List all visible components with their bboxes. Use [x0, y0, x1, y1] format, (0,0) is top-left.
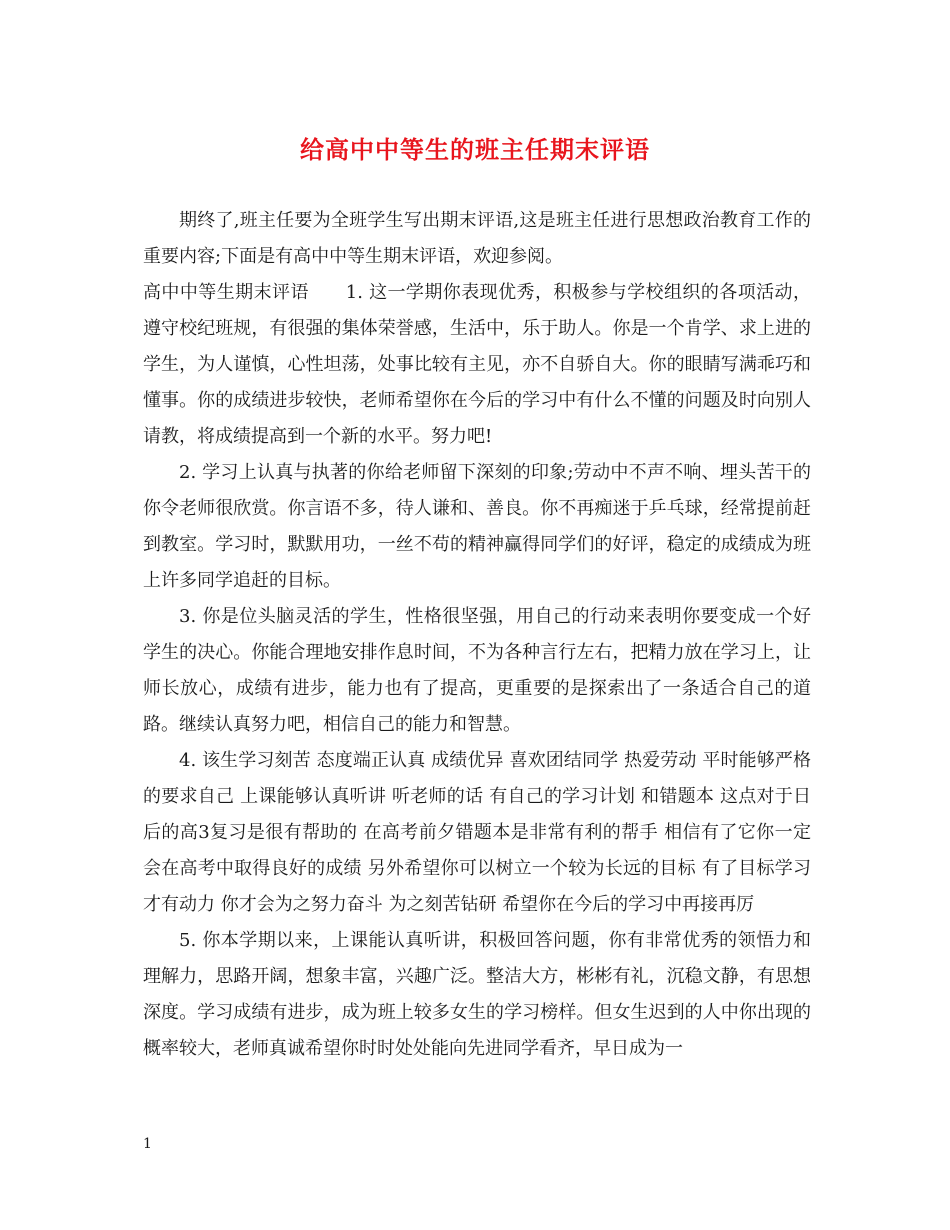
comment-paragraph-5: 5. 你本学期以来，上课能认真听讲，积极回答问题，你有非常优秀的领悟力和理解力，思路开阔，想象丰富，兴趣广泛。整洁大方，彬彬有礼，沉稳文静，有思想深度。学习成绩有进步，成为班上较多女生的学习榜样。但女生迟到的人中你出现的概率较大，老师真诚希望你时时处处能向先进同学看齐，早日成为一	[143, 930, 811, 1059]
document-title: 给高中中等生的班主任期末评语	[300, 135, 650, 164]
document-body	[143, 203, 811, 1067]
page-number: 1	[143, 1136, 152, 1152]
comment-paragraph-1: 高中中等生期末评语 1. 这一学期你表现优秀，积极参与学校组织的各项活动，遵守校纪班规，有很强的集体荣誉感，生活中，乐于助人。你是一个肯学、求上进的学生，为人谨慎，心性坦荡，处事比较有主见，亦不自骄自大。你的眼睛写满乖巧和懂事。你的成绩进步较快，老师希望你在今后的学习中有什么不懂的问题及时向别人请教，将成绩提高到一个新的水平。努力吧!	[143, 282, 811, 447]
comment-paragraph-4: 4. 该生学习刻苦 态度端正认真 成绩优异 喜欢团结同学 热爱劳动 平时能够严格的要求自己 上课能够认真听讲 听老师的话 有自己的学习计划 和错题本 这点对于日后的高3复习是很有帮助的 在高考前夕错题本是非常有利的帮手 相信有了它你一定会在高考中取得良好的成绩 另外希望你可以树立一个较为长远的目标 有了目标学习才有动力 你才会为之努力奋斗 为之刻苦钻研 希望你在今后的学习中再接再厉	[143, 750, 811, 915]
intro-paragraph: 期终了,班主任要为全班学生写出期末评语,这是班主任进行思想政治教育工作的重要内容;下面是有高中中等生期末评语，欢迎参阅。	[143, 210, 811, 267]
comment-paragraph-2: 2. 学习上认真与执著的你给老师留下深刻的印象;劳动中不声不响、埋头苦干的你令老师很欣赏。你言语不多，待人谦和、善良。你不再痴迷于乒乓球，经常提前赶到教室。学习时，默默用功，一丝不苟的精神赢得同学们的好评，稳定的成绩成为班上许多同学追赶的目标。	[143, 462, 811, 591]
comment-paragraph-3: 3. 你是位头脑灵活的学生，性格很坚强，用自己的行动来表明你要变成一个好学生的决心。你能合理地安排作息时间，不为各种言行左右，把精力放在学习上，让师长放心，成绩有进步，能力也有了提高，更重要的是探索出了一条适合自己的道路。继续认真努力吧，相信自己的能力和智慧。	[143, 606, 811, 735]
